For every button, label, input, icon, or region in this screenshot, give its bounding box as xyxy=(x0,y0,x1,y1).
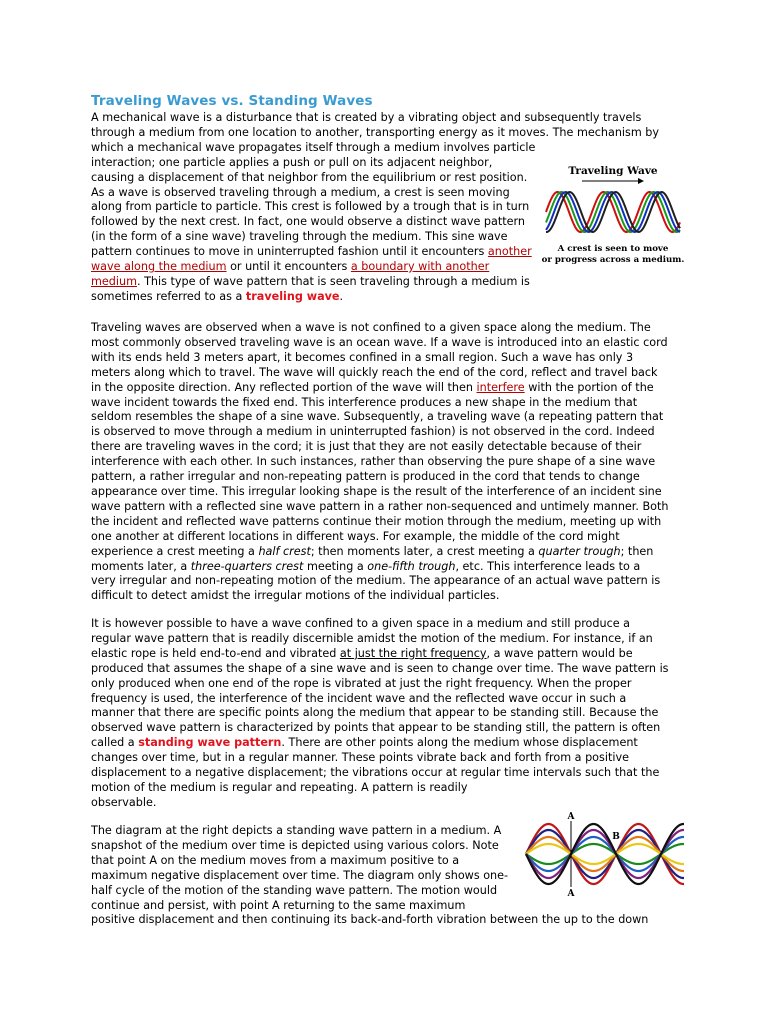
text-segment: moments later, a xyxy=(91,559,191,573)
text-line: motion of the medium is regular and repeating. A pattern is readily xyxy=(91,780,468,794)
text-line: one another at different locations in different ways. For example, the middle of the cord might xyxy=(91,529,620,543)
text-line: frequency is used, the interference of the incident wave and the reflected wave occur in such a xyxy=(91,691,627,705)
text-line: As a wave is observed traveling through a medium, a crest is seen moving xyxy=(91,185,510,199)
text-line: that point A on the medium moves from a maximum positive to a xyxy=(91,853,460,867)
italic-term: quarter trough xyxy=(538,544,621,558)
text-segment: , a wave pattern would be xyxy=(486,646,633,660)
standing-wave-diagram xyxy=(524,808,688,900)
text-line: snapshot of the medium over time is depicted using various colors. Note xyxy=(91,838,499,852)
text-line xyxy=(91,290,691,305)
link-boundary[interactable]: medium xyxy=(91,274,137,288)
italic-term: three-quarters crest xyxy=(190,559,304,573)
text-line xyxy=(91,647,691,662)
text-line xyxy=(91,275,691,290)
text-line: positive displacement and then continuing its back-and-forth vibration between the up to the down xyxy=(91,913,649,927)
text-line: observable. xyxy=(91,795,157,809)
text-line: observed wave pattern is characterized by points that appear to be standing still, the pattern is often xyxy=(91,721,661,735)
text-line: causing a displacement of that neighbor from the equilibrium or rest position. xyxy=(91,170,528,184)
text-line: produced that assumes the shape of a sine wave and is seen to change over time. The wave pattern is xyxy=(91,661,669,675)
text-line: interaction; one particle applies a push or pull on its adjacent neighbor, xyxy=(91,155,493,169)
traveling-wave-title: Traveling Wave xyxy=(568,165,658,177)
text-line: with its ends held 3 meters apart, it becomes confined in a small region. Such a wave has only 3 xyxy=(91,350,634,364)
text-line: which a mechanical wave propagates itself through a medium involves particle xyxy=(91,140,536,154)
text-line: interference with each other. In such instances, rather than observing the pure shape of a sine wave xyxy=(91,455,656,469)
text-line: (in the form of a sine wave) traveling through the medium. This sine wave xyxy=(91,230,508,244)
text-line: pattern, a rather irregular and non-repeating pattern is produced in the cord that tends to change xyxy=(91,470,640,484)
text-line xyxy=(91,381,691,396)
traveling-wave-caption: or progress across a medium. xyxy=(541,255,685,265)
text-line: maximum negative displacement over time. The diagram only shows one- xyxy=(91,868,509,882)
text-line: It is however possible to have a wave confined to a given space in a medium and still produce a xyxy=(91,617,631,630)
text-line: most commonly observed traveling wave is an ocean wave. If a wave is introduced into an elastic cord xyxy=(91,335,668,349)
text-segment: called a xyxy=(91,736,139,750)
text-line: seldom resembles the shape of a sine wave. Subsequently, a traveling wave (a repeating pattern that xyxy=(91,410,664,424)
text-line: followed by the next crest. In fact, one would observe a distinct wave pattern xyxy=(91,215,526,229)
underlined-term: at just the right frequency xyxy=(339,646,487,660)
text-segment: . This type of wave pattern that is seen traveling through a medium is xyxy=(136,274,530,288)
point-a-label: A xyxy=(567,812,575,822)
text-line: only produced when one end of the rope is vibrated at just the right frequency. When the proper xyxy=(91,676,632,690)
text-line: half cycle of the motion of the standing wave pattern. The motion would xyxy=(91,883,498,897)
traveling-wave-diagram xyxy=(540,160,688,270)
paragraph-traveling-waves xyxy=(91,321,691,604)
link-interfere[interactable]: interfere xyxy=(476,380,525,394)
text-line: along from particle to particle. This crest is followed by a trough that is in turn xyxy=(91,200,530,214)
text-segment: pattern continues to move in uninterrupted fashion until it encounters xyxy=(91,245,488,259)
text-segment: , etc. This interference leads to a xyxy=(455,559,641,573)
standing-wave-curves xyxy=(526,824,684,884)
text-line: wave pattern with a reflected sine wave pattern in a rather non-sequenced and untimely manner. Both xyxy=(91,499,669,513)
text-line: displacement to a negative displacement; the vibrations occur at regular time intervals such that the xyxy=(91,766,660,780)
text-line: the incident and reflected wave patterns continue their motion through the medium, meeting up with xyxy=(91,514,662,528)
traveling-wave-figure xyxy=(540,160,688,270)
text-segment: with the portion of the xyxy=(524,380,654,394)
text-line: A mechanical wave is a disturbance that is created by a vibrating object and subsequently travels xyxy=(91,111,642,124)
page-title: Traveling Waves vs. Standing Waves xyxy=(91,93,373,109)
link-another-wave[interactable]: wave along the medium xyxy=(91,260,227,274)
text-line: The diagram at the right depicts a standing wave pattern in a medium. A xyxy=(91,824,502,837)
standing-wave-figure xyxy=(524,808,688,900)
link-boundary[interactable]: a boundary with another xyxy=(350,260,490,274)
term-standing-wave-pattern: standing wave pattern xyxy=(138,736,282,750)
text-line: difficult to detect amidst the irregular motions of the individual particles. xyxy=(91,589,500,603)
text-segment: sometimes referred to as a xyxy=(91,289,246,303)
italic-term: half crest xyxy=(258,544,311,558)
text-line xyxy=(91,545,691,560)
traveling-wave-caption: A crest is seen to move xyxy=(557,244,669,254)
text-line: changes over time, but in a regular manner. These points vibrate back and forth from a positive xyxy=(91,751,629,765)
paragraph-standing-waves xyxy=(91,617,691,811)
text-line: wave incident towards the fixed end. This interference produces a new shape in the medium that xyxy=(91,395,638,409)
text-line: manner that there are specific points along the medium that appear to be standing still. Because the xyxy=(91,706,659,720)
text-line: through a medium from one location to another, transporting energy as it moves. The mechanism by xyxy=(91,125,660,139)
point-b-label: B xyxy=(612,832,620,842)
link-another-wave[interactable]: another xyxy=(487,245,532,259)
text-line: meters along which to travel. The wave will quickly reach the end of the cord, reflect and travel back xyxy=(91,365,658,379)
text-segment: meeting a xyxy=(303,559,368,573)
arrow-right-icon xyxy=(582,178,644,184)
text-line xyxy=(91,736,691,751)
point-a-label: A xyxy=(567,889,575,899)
text-segment: in the opposite direction. Any reflected portion of the wave will then xyxy=(91,380,477,394)
text-line: appearance over time. This irregular looking shape is the result of the interference of an incident sine xyxy=(91,484,662,498)
text-line xyxy=(91,560,691,575)
text-segment: . There are other points along the medium whose displacement xyxy=(281,736,638,750)
text-line: very irregular and non-repeating motion of the medium. The appearance of an actual wave pattern is xyxy=(91,574,661,588)
text-line: regular wave pattern that is readily discernible amidst the motion of the medium. For instance, if an xyxy=(91,631,653,645)
text-segment: experience a crest meeting a xyxy=(91,544,259,558)
text-line: there are traveling waves in the cord; it is just that they are not easily detectable because of their xyxy=(91,440,642,454)
term-traveling-wave: traveling wave xyxy=(245,289,340,303)
text-segment: elastic rope is held end-to-end and vibrated xyxy=(91,646,340,660)
text-segment: ; then xyxy=(620,544,654,558)
text-line: continue and persist, with point A returning to the same maximum xyxy=(91,898,466,912)
italic-term: one-fifth trough xyxy=(367,559,456,573)
text-segment: . xyxy=(339,289,344,303)
text-line: is observed to move through a medium in uninterrupted fashion) is not observed in the cord. Indeed xyxy=(91,425,655,439)
traveling-wave-curves xyxy=(546,192,680,232)
text-line: Traveling waves are observed when a wave is not confined to a given space along the medium. The xyxy=(91,321,651,334)
text-segment: or until it encounters xyxy=(226,260,351,274)
text-segment: ; then moments later, a crest meeting a xyxy=(310,544,539,558)
